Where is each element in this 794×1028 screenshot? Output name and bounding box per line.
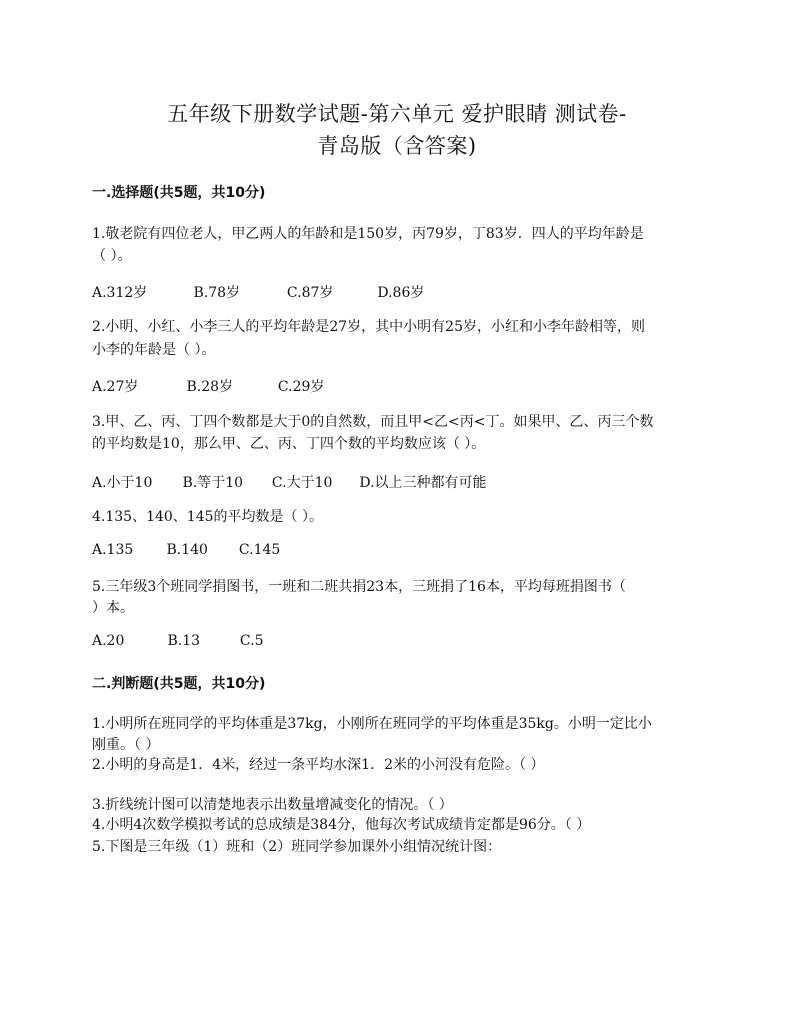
question-text: 刚重。（ ）: [92, 737, 160, 753]
question-text: 1.小明所在班同学的平均体重是37kg，小刚所在班同学的平均体重是35kg。小明一定比小: [92, 716, 652, 732]
option-a: A.小于10: [92, 475, 153, 491]
question-text: 5.下图是三年级（1）班和（2）班同学参加课外小组情况统计图：: [92, 839, 502, 855]
option-row: [92, 282, 424, 302]
question-text: 4.小明4次数学模拟考试的总成绩是384分，他每次考试成绩肯定都是96分。（ ）: [92, 817, 591, 833]
option-c: C.5: [239, 633, 264, 649]
option-c: C.145: [238, 542, 281, 558]
option-a: A.20: [92, 633, 125, 649]
question-text: 1.敬老院有四位老人，甲乙两人的年龄和是150岁，丙79岁，丁83岁．四人的平均年龄是: [92, 226, 644, 242]
option-d: D.以上三种都有可能: [359, 475, 487, 491]
page-subtitle: 青岛版（含答案): [317, 134, 477, 158]
option-b: B.13: [167, 633, 201, 649]
question-text: 的平均数是10，那么甲、乙、丙、丁四个数的平均数应该（ ）。: [92, 436, 486, 452]
option-b: B.78岁: [193, 285, 241, 301]
option-a: A.312岁: [92, 285, 148, 301]
question-text: 2.小明的身高是1．4米，经过一条平均水深1．2米的小河没有危险。（ ）: [92, 757, 545, 773]
question-text: 3.折线统计图可以清楚地表示出数量增减变化的情况。（ ）: [92, 797, 453, 813]
option-row: [92, 472, 487, 492]
option-a: A.27岁: [92, 379, 139, 395]
option-b: B.28岁: [186, 379, 234, 395]
option-row: [92, 542, 280, 558]
question-text: 4.135、140、145的平均数是（ ）。: [92, 509, 323, 525]
option-c: C.大于10: [271, 475, 333, 491]
option-row: [92, 376, 324, 396]
section-heading-choice: 一.选择题(共5题，共10分): [92, 185, 266, 201]
question-text: 2.小明、小红、小李三人的平均年龄是27岁，其中小明有25岁，小红和小李年龄相等，则: [92, 319, 645, 335]
option-c: C.87岁: [286, 285, 334, 301]
question-text: 3.甲、乙、丙、丁四个数都是大于0的自然数，而且甲<乙<丙<丁。如果甲、乙、丙三个数: [92, 414, 654, 430]
page-title: 五年级下册数学试题-第六单元 爱护眼睛 测试卷-: [167, 102, 627, 126]
question-text: （ ）。: [92, 248, 132, 264]
option-c: C.29岁: [277, 379, 325, 395]
option-d: D.86岁: [377, 285, 425, 301]
question-text: ）本。: [92, 600, 134, 616]
section-heading-judgement: 二.判断题(共5题，共10分): [92, 676, 266, 692]
option-row: [92, 633, 263, 649]
option-a: A.135: [92, 542, 134, 558]
question-text: 5.三年级3个班同学捐图书，一班和二班共捐23本，三班捐了16本，平均每班捐图书（: [92, 579, 626, 595]
question-text: 小李的年龄是（ ）。: [92, 342, 216, 358]
option-b: B.等于10: [182, 475, 244, 491]
option-b: B.140: [166, 542, 208, 558]
